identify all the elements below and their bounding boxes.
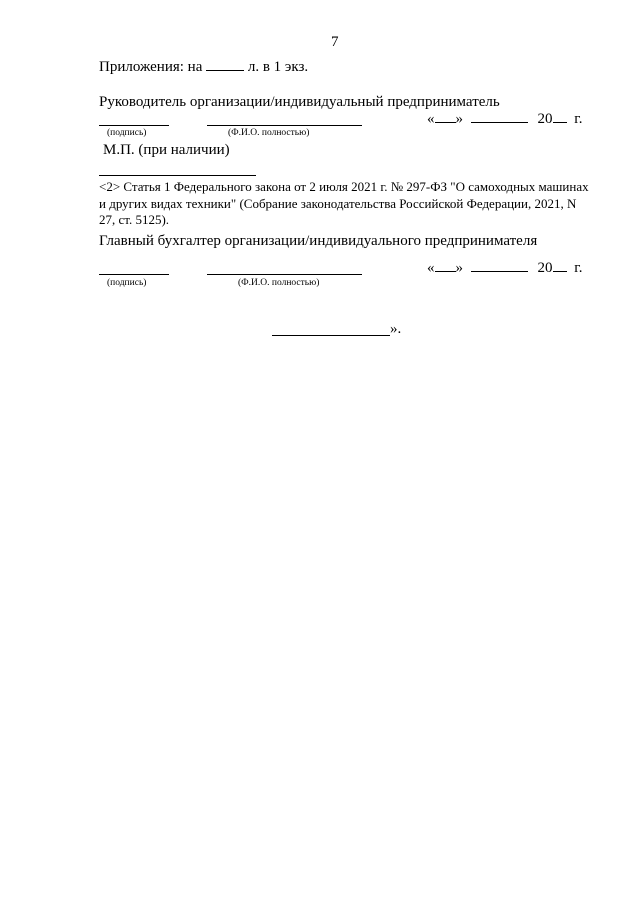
head-year-suffix: г. [574, 111, 583, 127]
head-date [427, 111, 582, 128]
accountant-date-open: « [427, 260, 435, 276]
accountant-day-blank [435, 271, 456, 272]
footnote-line-2: и других видах техники" (Собрание законодательства Российской Федерации, 2021, N [99, 196, 577, 211]
accountant-title: Главный бухгалтер организации/индивидуального предпринимателя [99, 233, 538, 249]
footnote-line-3: 27, ст. 5125). [99, 212, 170, 227]
head-date-close: » [455, 111, 463, 127]
head-date-open: « [427, 111, 435, 127]
head-signature-caption: (подпись) [107, 128, 147, 138]
accountant-date [427, 260, 582, 277]
accountant-fio-caption: (Ф.И.О. полностью) [238, 278, 320, 288]
footnote-line-1: <2> Статья 1 Федерального закона от 2 июля 2021 г. № 297-ФЗ "О самоходных машинах [99, 179, 589, 194]
head-signature-line [99, 125, 169, 126]
accountant-signature-line [99, 274, 169, 275]
attachments-line [99, 59, 308, 76]
closing-line [272, 335, 390, 336]
attachments-suffix: л. в 1 экз. [247, 59, 309, 75]
head-title: Руководитель организации/индивидуальный предприниматель [99, 94, 500, 110]
attachments-prefix: Приложения: на [99, 59, 203, 75]
accountant-year-blank [553, 271, 567, 272]
head-fio-caption: (Ф.И.О. полностью) [228, 128, 310, 138]
accountant-month-blank [471, 271, 528, 272]
accountant-fio-line [207, 274, 362, 275]
closing-end-mark: ». [390, 321, 402, 337]
attachments-pages-blank [206, 70, 244, 71]
head-year-prefix: 20 [537, 111, 553, 127]
accountant-date-close: » [455, 260, 463, 276]
footnote-separator [99, 175, 256, 176]
accountant-year-suffix: г. [574, 260, 583, 276]
head-day-blank [435, 122, 456, 123]
page-number: 7 [331, 34, 339, 50]
accountant-year-prefix: 20 [537, 260, 553, 276]
stamp-label: М.П. (при наличии) [103, 142, 230, 158]
head-fio-line [207, 125, 362, 126]
head-year-blank [553, 122, 567, 123]
accountant-signature-caption: (подпись) [107, 278, 147, 288]
head-month-blank [471, 122, 528, 123]
